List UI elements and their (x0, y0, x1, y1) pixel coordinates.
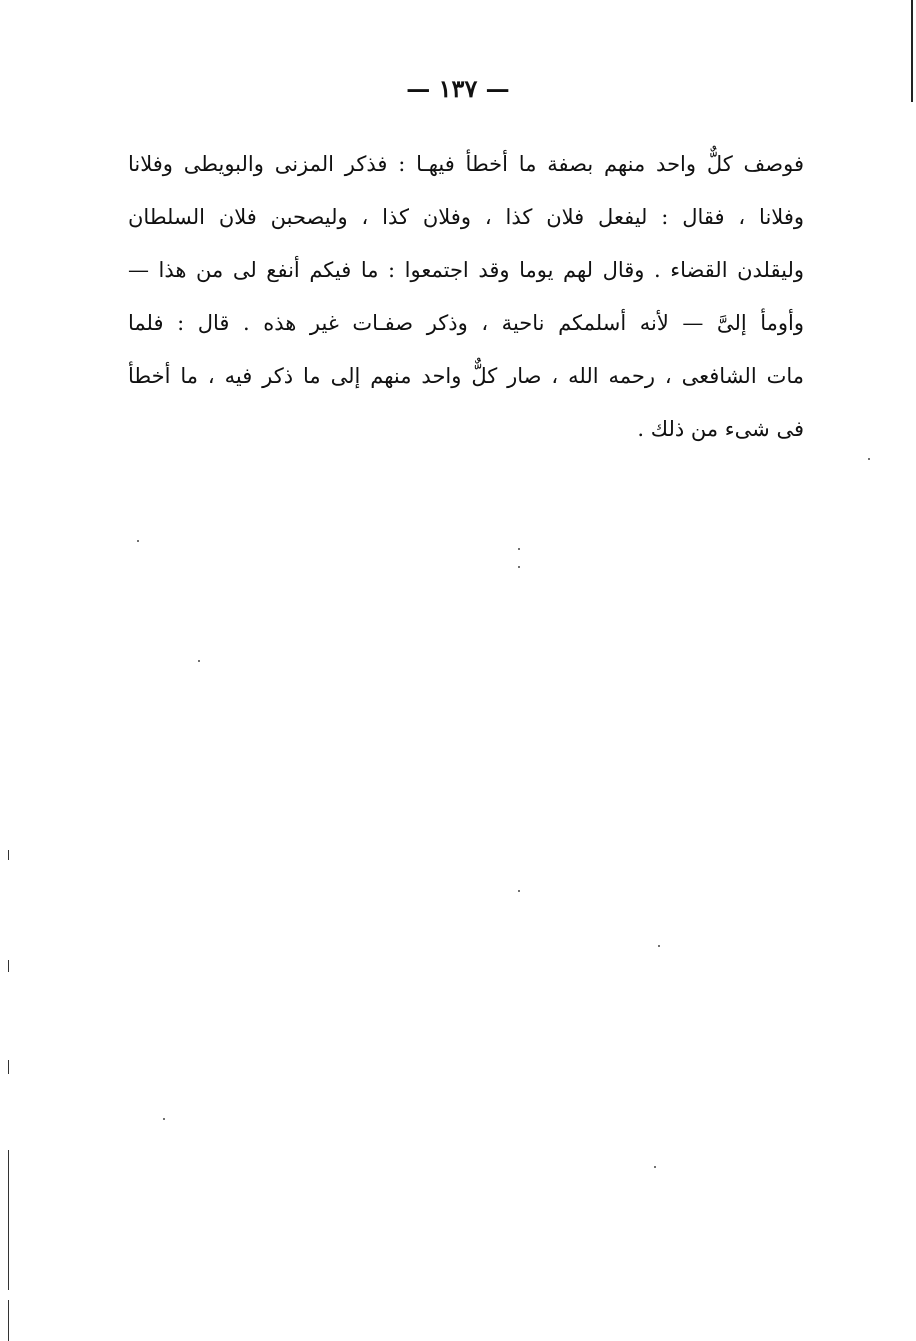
scan-speck (163, 1118, 165, 1120)
scan-speck (658, 945, 660, 947)
scan-speck (654, 1166, 656, 1168)
text-line: مات الشافعى ، رحمه الله ، صار كلٌّ واحد منهم إلى ما ذكر فيه ، ما أخطأ (128, 364, 804, 388)
scan-edge-left (8, 1150, 9, 1290)
page-number: — ١٣٧ — (406, 74, 510, 103)
text-line: وفلانا ، فقال : ليفعل فلان كذا ، وفلان كذا ، وليصحبن فلان السلطان (128, 205, 804, 229)
scan-speck (198, 660, 200, 662)
text-line: فوصف كلٌّ واحد منهم بصفة ما أخطأ فيهـا : فذكر المزنى والبويطى وفلانا (128, 152, 804, 176)
text-line: وأومأ إلىَّ — لأنه أسلمكم ناحية ، وذكر صفـات غير هذه . قال : فلما (128, 311, 804, 335)
scan-edge-left (8, 850, 9, 860)
text-line: وليقلدن القضاء . وقال لهم يوما وقد اجتمعوا : ما فيكم أنفع لى من هذا — (128, 258, 804, 282)
scan-speck (518, 566, 520, 568)
scan-edge-left (8, 1060, 9, 1074)
scan-speck (137, 540, 139, 542)
scan-speck (518, 890, 520, 892)
scan-edge-left (8, 960, 9, 972)
scan-speck (518, 548, 520, 550)
body-text (128, 138, 804, 456)
scan-speck (868, 458, 870, 460)
scan-edge-left (8, 1300, 9, 1341)
text-line: فى شىء من ذلك . (637, 417, 804, 441)
